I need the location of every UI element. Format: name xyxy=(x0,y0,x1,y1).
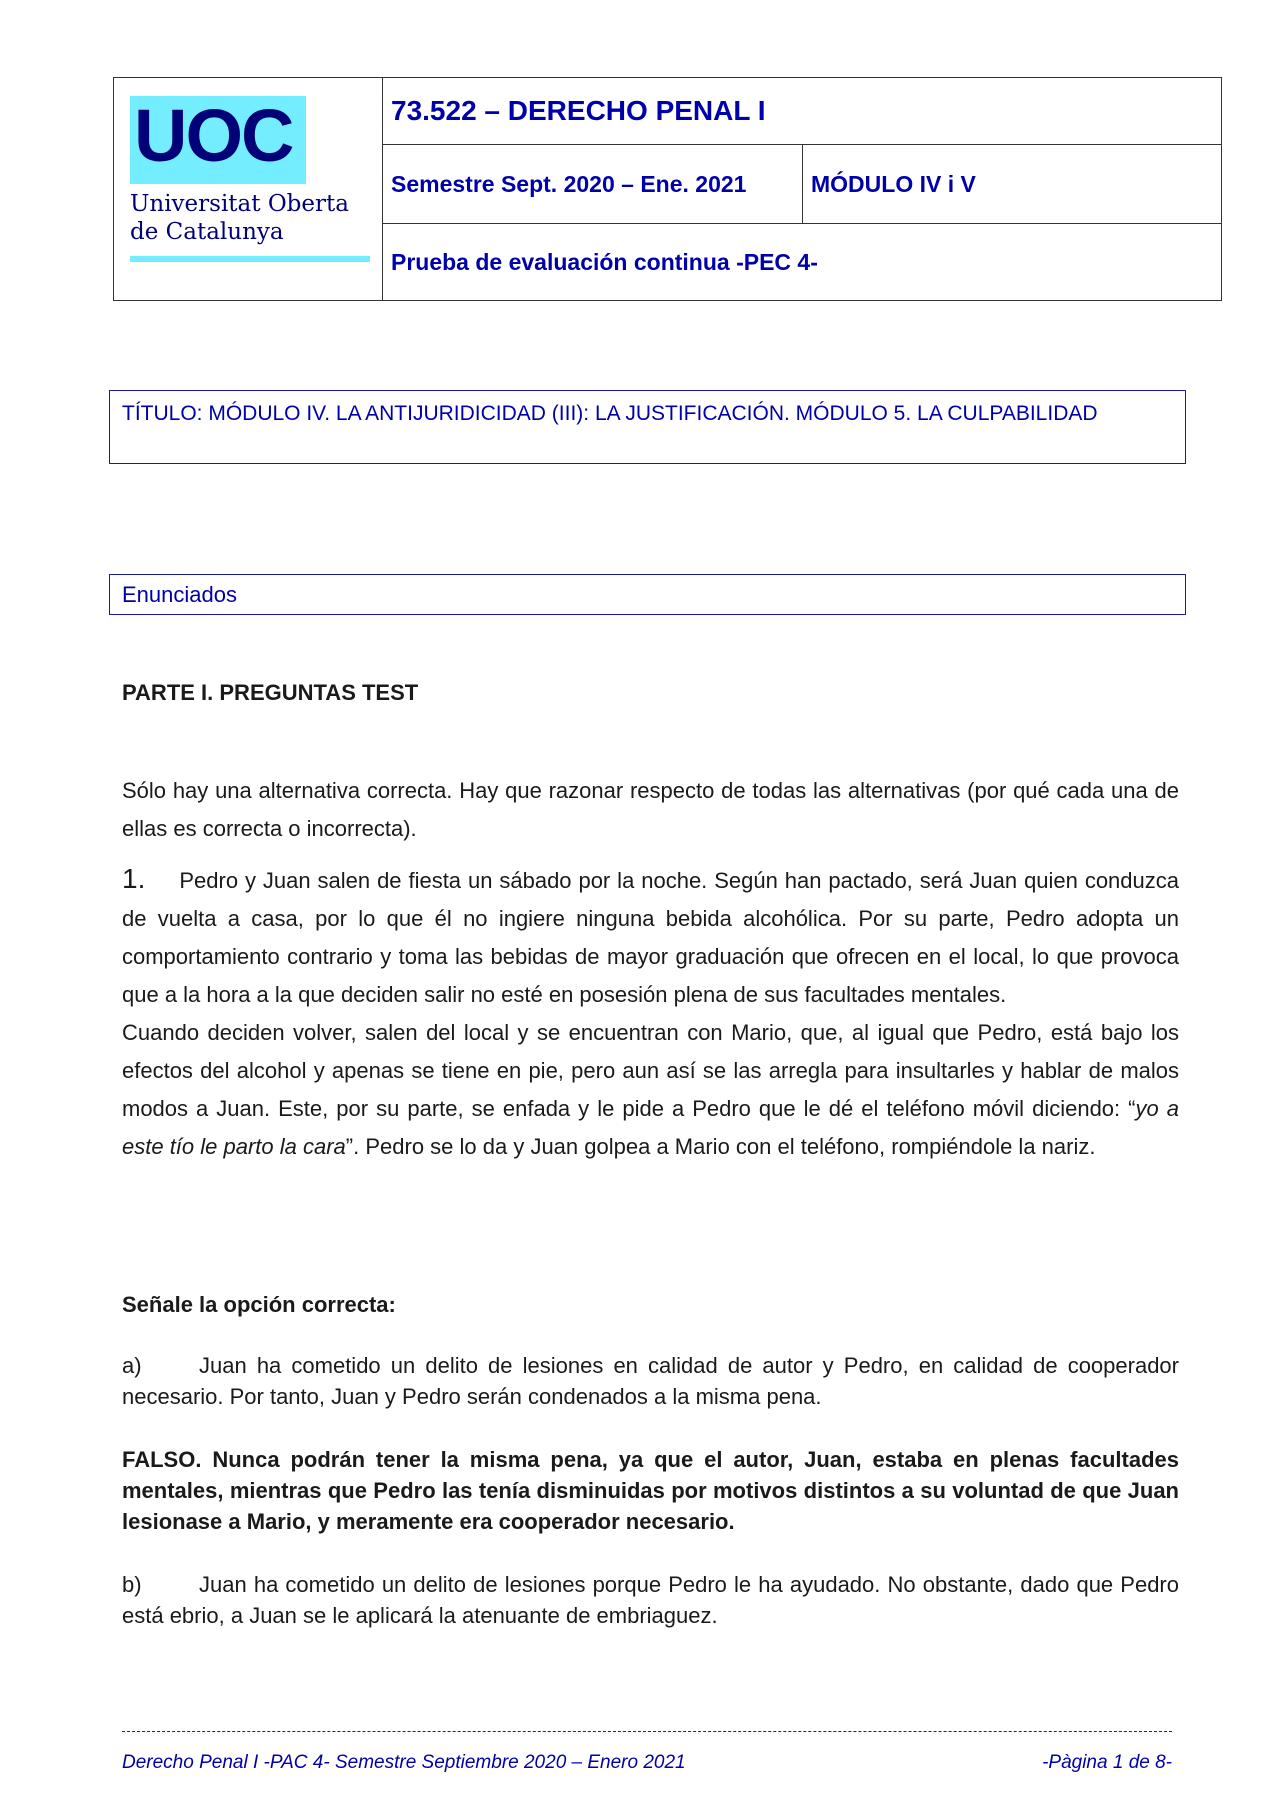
para2-quote: yo a este tío le parto la cara xyxy=(122,1096,1179,1159)
prompt-heading: Señale la opción correcta: xyxy=(122,1292,396,1317)
module-label: MÓDULO IV i V xyxy=(811,170,976,197)
logo-cell xyxy=(114,78,383,300)
section-box: Enunciados xyxy=(109,574,1186,615)
option-a-text: Juan ha cometido un delito de lesiones en calidad de autor y Pedro, en calidad de cooperador necesario. Por tanto, Juan y Pedro serán condenados a la misma pena. xyxy=(122,1353,1179,1409)
para2-start: Cuando deciden volver, salen del local y se encuentran con Mario, que, al igual que Pedro, está bajo los efectos del alcohol y apenas se tiene en pie, pero aun así se las arregla para insultarles y hablar de malos modos a Juan. Este, por su parte, se enfada y le pide a Pedro que le dé el teléfono móvil diciendo: “ xyxy=(122,1020,1179,1121)
page-number: -Pàgina 1 de 8- xyxy=(1042,1752,1172,1773)
question-1 xyxy=(122,860,1179,1166)
option-b-label: b) xyxy=(122,1572,142,1597)
uoc-logo-text xyxy=(130,190,370,246)
logo-line1: Universitat Oberta xyxy=(130,191,349,217)
header-table xyxy=(113,77,1222,301)
question-number: 1. xyxy=(122,863,146,894)
logo-underline xyxy=(130,256,370,262)
question-1-para1-text: Pedro y Juan salen de fiesta un sábado por la noche. Según han pactado, será Juan quien conduzca de vuelta a casa, por lo que él no ingiere ninguna bebida alcohólica. Por su parte, Pedro adopta un comportamiento contrario y toma las bebidas de mayor graduación que ofrecen en el local, lo que provoca que a la hora a la que deciden salir no esté en posesión plena de sus facultades mentales. xyxy=(122,868,1179,1007)
part-heading: PARTE I. PREGUNTAS TEST xyxy=(122,680,419,705)
footer-divider xyxy=(122,1731,1172,1732)
option-b-text: Juan ha cometido un delito de lesiones porque Pedro le ha ayudado. No obstante, dado que Pedro está ebrio, a Juan se le aplicará la atenuante de embriaguez. xyxy=(122,1572,1179,1628)
intro-paragraph: Sólo hay una alternativa correcta. Hay que razonar respecto de todas las alternativas (por qué cada una de ellas es correcta o incorrecta). xyxy=(122,778,1179,841)
option-a-label: a) xyxy=(122,1353,142,1378)
question-1-para2 xyxy=(122,1014,1179,1166)
question-1-para1 xyxy=(122,860,1179,1014)
info-cell xyxy=(383,78,1221,300)
course-title: 73.522 – DERECHO PENAL I xyxy=(383,78,1221,145)
title-box: TÍTULO: MÓDULO IV. LA ANTIJURIDICIDAD (III): LA JUSTIFICACIÓN. MÓDULO 5. LA CULPABILIDAD xyxy=(109,390,1186,464)
uoc-logo xyxy=(130,96,370,262)
uoc-logo-mark xyxy=(130,96,306,184)
logo-line2: de Catalunya xyxy=(130,219,284,245)
option-b xyxy=(122,1569,1179,1631)
option-a xyxy=(122,1350,1179,1412)
para2-end: ”. Pedro se lo da y Juan golpea a Mario con el teléfono, rompiéndole la nariz. xyxy=(345,1134,1096,1159)
footer-left: Derecho Penal I -PAC 4- Semestre Septiembre 2020 – Enero 2021 xyxy=(122,1752,686,1773)
answer-a: FALSO. Nunca podrán tener la misma pena, ya que el autor, Juan, estaba en plenas facultades mentales, mientras que Pedro las tenía disminuidas por motivos distintos a su voluntad de que Juan lesionase a Mario, y meramente era cooperador necesario. xyxy=(122,1447,1179,1534)
test-label: Prueba de evaluación continua -PEC 4- xyxy=(391,248,818,275)
semester-row xyxy=(383,145,1221,224)
semester-label: Semestre Sept. 2020 – Ene. 2021 xyxy=(383,145,803,223)
uoc-logo-letters: UOC xyxy=(134,94,293,177)
